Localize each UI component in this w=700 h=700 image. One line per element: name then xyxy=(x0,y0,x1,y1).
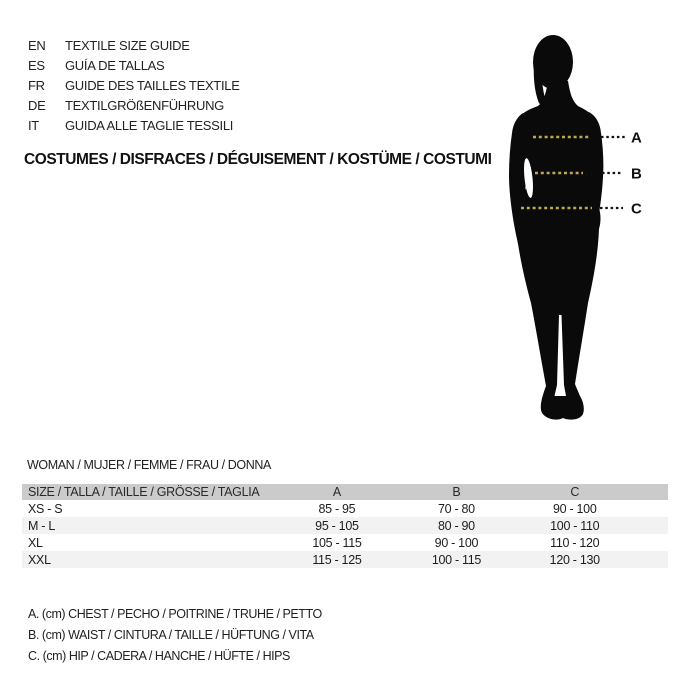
marker-label-b: B xyxy=(631,165,642,183)
silhouette-left-arm xyxy=(509,113,527,256)
lang-label: TEXTILE SIZE GUIDE xyxy=(65,37,190,53)
woman-silhouette xyxy=(509,35,603,420)
lang-label: GUIDE DES TAILLES TEXTILE xyxy=(65,77,240,93)
lang-code: EN xyxy=(28,37,46,53)
lang-label: GUIDA ALLE TAGLIE TESSILI xyxy=(65,117,234,133)
cell-c: 90 - 100 xyxy=(553,501,597,516)
lang-row-es xyxy=(28,55,240,75)
cell-a: 95 - 105 xyxy=(315,518,359,533)
lang-row-de xyxy=(28,95,240,115)
cell-c: 110 - 120 xyxy=(550,535,600,550)
cell-size: XXL xyxy=(28,552,51,567)
measurement-figure xyxy=(490,25,660,435)
cell-b: 90 - 100 xyxy=(434,535,479,550)
header-b: B xyxy=(452,485,461,499)
lang-code: FR xyxy=(28,77,45,93)
category-headline: COSTUMES / DISFRACES / DÉGUISEMENT / KOSTÜME / COSTUMI xyxy=(24,151,492,168)
lang-code: ES xyxy=(28,57,45,73)
size-table xyxy=(22,484,668,568)
legend-line-hip: C. (cm) HIP / CADERA / HANCHE / HÜFTE / HIPS xyxy=(28,649,290,663)
measurement-legend xyxy=(28,604,322,667)
table-row xyxy=(22,534,668,551)
lang-row-en xyxy=(28,35,240,55)
cell-b: 100 - 115 xyxy=(431,552,482,567)
lang-row-fr xyxy=(28,75,240,95)
marker-label-c: C xyxy=(631,200,642,218)
cell-a: 115 - 125 xyxy=(312,552,362,567)
marker-label-a: A xyxy=(631,129,642,147)
header-a: A xyxy=(332,485,341,499)
woman-silhouette-svg xyxy=(490,25,660,435)
table-row xyxy=(22,517,668,534)
table-row xyxy=(22,500,668,517)
lang-row-it xyxy=(28,115,240,135)
cell-a: 85 - 95 xyxy=(318,501,356,516)
cell-size: XL xyxy=(28,535,43,550)
legend-line-waist: B. (cm) WAIST / CINTURA / TAILLE / HÜFTUNG / VITA xyxy=(28,628,314,642)
legend-line-chest: A. (cm) CHEST / PECHO / POITRINE / TRUHE / PETTO xyxy=(28,607,322,621)
cell-size: M - L xyxy=(28,518,55,533)
cell-b: 80 - 90 xyxy=(438,518,475,533)
size-table-header-row xyxy=(22,484,668,500)
audience-caption: WOMAN / MUJER / FEMME / FRAU / DONNA xyxy=(27,458,271,472)
lang-code: DE xyxy=(28,97,46,113)
header-size: SIZE / TALLA / TAILLE / GRÖSSE / TAGLIA xyxy=(28,485,260,499)
lang-label: TEXTILGRÖßENFÜHRUNG xyxy=(65,97,224,113)
cell-size: XS - S xyxy=(28,501,63,516)
cell-c: 120 - 130 xyxy=(549,552,600,567)
lang-label: GUÍA DE TALLAS xyxy=(65,57,165,73)
table-row xyxy=(22,551,668,568)
cell-c: 100 - 110 xyxy=(550,518,600,533)
header-c: C xyxy=(570,485,580,499)
cell-a: 105 - 115 xyxy=(312,535,362,550)
lang-code: IT xyxy=(28,117,39,133)
language-list xyxy=(28,35,240,135)
cell-b: 70 - 80 xyxy=(438,501,475,516)
